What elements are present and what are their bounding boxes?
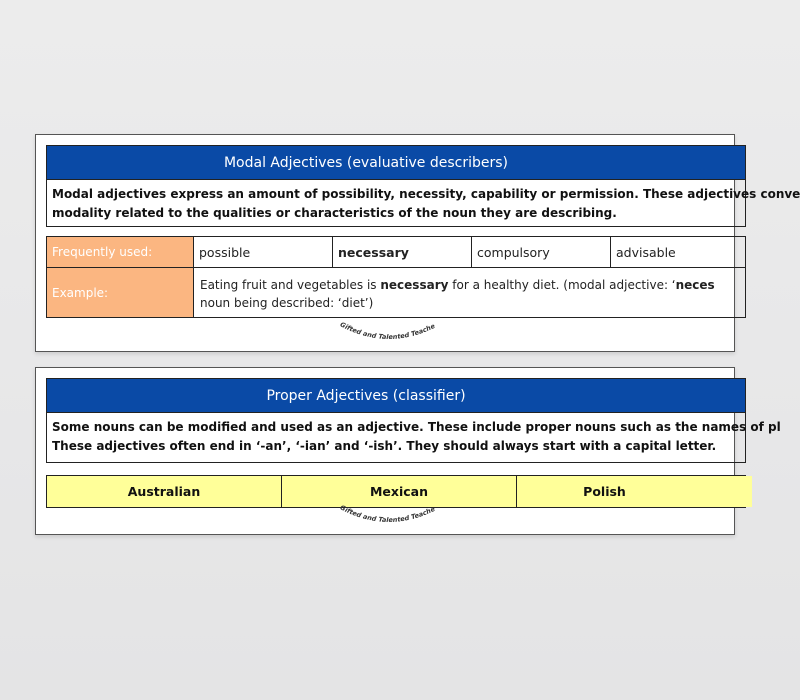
example-mexican: Mexican (282, 476, 517, 507)
modal-adjectives-card (35, 134, 800, 352)
example-row (46, 268, 746, 318)
gifted-talented-teacher-logo-2 (334, 504, 444, 532)
frequently-used-label: Frequently used: (47, 237, 194, 267)
svg-text:Gifted and Talented Teacher (334, 504, 437, 524)
modal-adjectives-title: Modal Adjectives (evaluative describers) (46, 145, 746, 180)
example-pre: Eating fruit and vegetables is (200, 278, 381, 292)
example-mid: for a healthy diet. (modal adjective: ‘ (448, 278, 676, 292)
svg-text:Gifted and Talented Teacher (334, 321, 437, 341)
example-line-1 (200, 276, 715, 294)
example-label: Example: (47, 268, 194, 317)
modal-description-line-1: Modal adjectives express an amount of possibility, necessity, capability or permission. These adjectives conve (52, 187, 800, 201)
proper-adjectives-card (35, 367, 781, 535)
word-advisable: advisable (616, 244, 676, 260)
example-bold-word-2: neces (675, 278, 715, 292)
example-polish: Polish (517, 476, 752, 507)
word-necessary: necessary (333, 237, 472, 267)
logo-text-2: Gifted and Talented Teache (338, 504, 437, 525)
proper-adjectives-table (46, 378, 781, 508)
modal-description-line-2: modality related to the qualities or characteristics of the noun they are describing. (52, 206, 617, 220)
example-australian: Australian (47, 476, 282, 507)
modal-adjectives-table (46, 145, 800, 318)
gifted-talented-teacher-logo (334, 321, 444, 349)
proper-description-line-1: Some nouns can be modified and used as an adjective. These include proper nouns such as the names of pl (52, 420, 781, 434)
word-possible: possible (194, 237, 333, 267)
modal-adjectives-description (46, 180, 800, 227)
logo-text: Gifted and Talented Teache (338, 321, 437, 342)
example-sentence (194, 268, 721, 317)
example-line-2: noun being described: ‘diet’) (200, 296, 374, 310)
proper-description-line-2: These adjectives often end in ‘-an’, ‘-ian’ and ‘-ish’. They should always start with a capital letter. (52, 439, 717, 453)
proper-adjectives-description (46, 413, 781, 463)
proper-adjectives-title: Proper Adjectives (classifier) (46, 378, 746, 413)
word-compulsory: compulsory (472, 237, 611, 267)
frequently-used-row (46, 236, 746, 268)
example-bold-word: necessary (380, 278, 449, 292)
